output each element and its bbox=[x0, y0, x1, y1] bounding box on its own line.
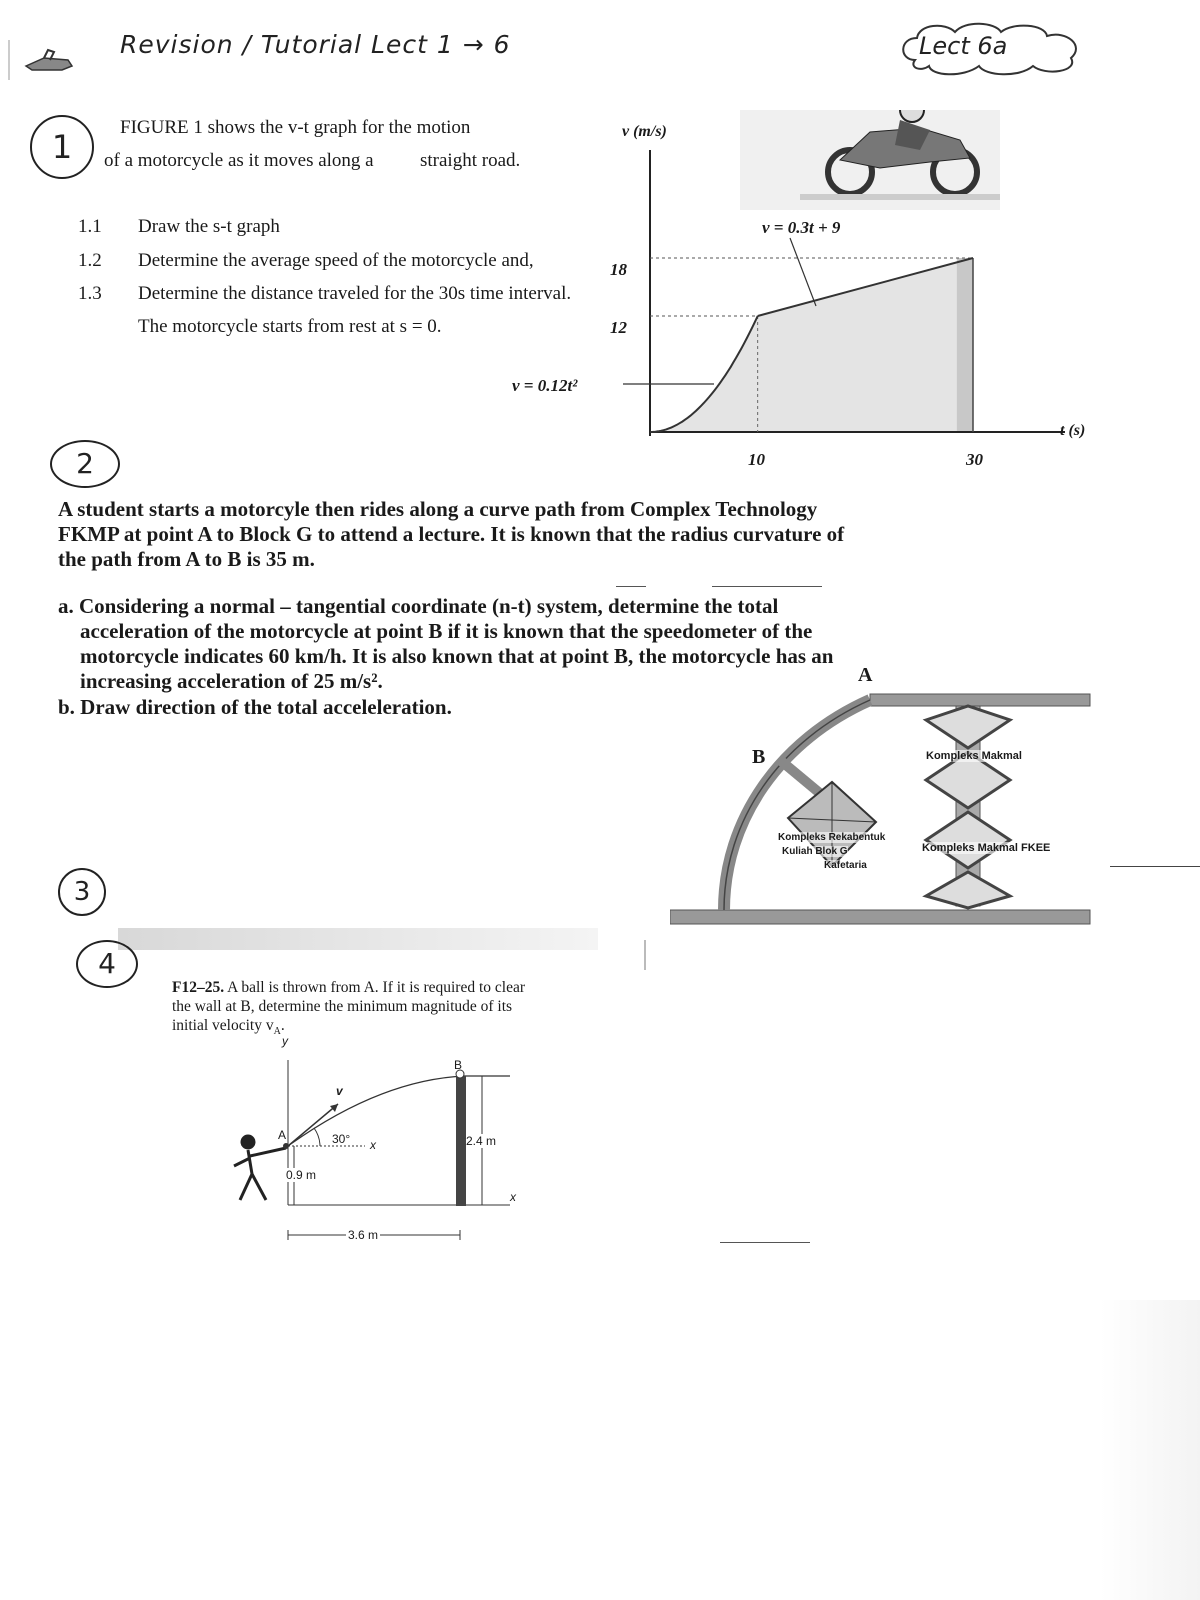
q1-item-3-text: Determine the distance traveled for the 30s time interval. bbox=[138, 283, 572, 304]
stray-line bbox=[720, 1242, 810, 1243]
y-axis-label: v (m/s) bbox=[622, 123, 667, 140]
annotation-quadratic: v = 0.12t² bbox=[512, 376, 578, 395]
fig-point-a: A bbox=[278, 1128, 287, 1142]
q4-marker: 4 bbox=[76, 940, 138, 988]
q2-part-a-line3: motorcycle indicates 60 km/h. It is also known that at point B, the motorcycle has an bbox=[80, 644, 834, 668]
q4-problem-line1: A ball is thrown from A. If it is required to clear bbox=[227, 979, 526, 996]
campus-map-svg bbox=[670, 670, 1100, 940]
q2-marker: 2 bbox=[50, 440, 120, 488]
q2-part-a-line2: acceleration of the motorcycle at point B if it is known that the speedometer of the bbox=[80, 619, 813, 643]
scan-edge bbox=[8, 40, 10, 80]
map-label-makmal-fkee: Kompleks Makmal FKEE bbox=[922, 842, 1051, 854]
scan-shadow-right bbox=[644, 940, 646, 970]
q1-item-3-num: 1.3 bbox=[78, 283, 102, 304]
annotation-linear: v = 0.3t + 9 bbox=[762, 218, 841, 237]
motorcycle-illustration bbox=[740, 110, 1000, 210]
cloud-note-text: Lect 6a bbox=[919, 32, 1008, 60]
page-header bbox=[0, 0, 1200, 90]
fig-x-axis: x bbox=[510, 1190, 516, 1204]
q1-note: The motorcycle starts from rest at s = 0. bbox=[138, 316, 442, 337]
stapler-logo-icon bbox=[22, 48, 78, 74]
map-label-kafetaria: Kafetaria bbox=[824, 860, 867, 871]
end-shade-band bbox=[957, 258, 973, 432]
q4-problem-line2: the wall at B, determine the minimum magnitude of its bbox=[172, 998, 513, 1015]
y-tick-12: 12 bbox=[610, 318, 627, 337]
fig-x-axis-dash: x bbox=[370, 1138, 376, 1152]
q4-problem-line3: initial velocity $v_A$. bbox=[172, 1017, 285, 1038]
q1-intro-line2a: of a motorcycle as it moves along a bbox=[104, 150, 374, 171]
pointer-linear bbox=[790, 238, 816, 306]
fig-velocity: v bbox=[336, 1084, 343, 1098]
map-point-a: A bbox=[858, 664, 873, 686]
fig-point-b: B bbox=[454, 1058, 463, 1072]
q2-para-line2: FKMP at point A to Block G to attend a lecture. It is known that the radius curvature of bbox=[58, 522, 845, 546]
q3-marker: 3 bbox=[58, 868, 106, 916]
q1-intro-line1: FIGURE 1 shows the v-t graph for the motion bbox=[120, 117, 471, 138]
x-axis-label: t (s) bbox=[1060, 422, 1086, 439]
q2-part-a-line1: a. Considering a normal – tangential coordinate (n-t) system, determine the total bbox=[58, 594, 779, 618]
x-tick-10: 10 bbox=[748, 450, 765, 469]
map-point-b: B bbox=[752, 746, 766, 768]
q4-problem-label: F12–25. bbox=[172, 979, 225, 996]
overline-mark bbox=[712, 586, 822, 587]
scan-edge-line bbox=[1110, 866, 1200, 867]
q2-para-line1: A student starts a motorcyle then rides along a curve path from Complex Technology bbox=[58, 497, 818, 521]
fig-y-axis: y bbox=[282, 1034, 288, 1048]
scan-shadow-bottom bbox=[1100, 1300, 1200, 1600]
fig-angle: 30° bbox=[332, 1132, 351, 1146]
q2-part-b: b. Draw direction of the total acceleleration. bbox=[58, 695, 452, 719]
q2-part-a-line4: increasing acceleration of 25 m/s². bbox=[80, 669, 383, 693]
y-tick-18: 18 bbox=[610, 260, 627, 279]
map-label-rekabentuk: Kompleks Rekabentuk bbox=[778, 832, 886, 843]
q4-problem bbox=[172, 978, 612, 997]
q1-item-2-num: 1.2 bbox=[78, 250, 102, 271]
cloud-note bbox=[895, 20, 1095, 76]
handwritten-title: Revision / Tutorial Lect 1 → 6 bbox=[120, 30, 511, 59]
vt-chart bbox=[500, 110, 1120, 490]
area-under-curve bbox=[650, 258, 973, 432]
q1-item-1-num: 1.1 bbox=[78, 216, 102, 237]
vt-chart-svg bbox=[500, 110, 1120, 490]
q1-marker: 1 bbox=[30, 115, 94, 179]
q2-para-line3: the path from A to B is 35 m. bbox=[58, 547, 315, 571]
q4-problem-sub: A bbox=[273, 1026, 281, 1038]
q4-problem-line3-text: initial velocity v bbox=[172, 1017, 274, 1034]
q1-intro-line2b: straight road. bbox=[420, 150, 521, 171]
map-label-makmal: Kompleks Makmal bbox=[926, 750, 1022, 762]
person-throwing-icon bbox=[234, 1136, 286, 1200]
q1-item-2-text: Determine the average speed of the motorcycle and, bbox=[138, 250, 534, 271]
projectile-figure-svg bbox=[220, 1040, 540, 1260]
fig-height-b: 2.4 m bbox=[466, 1134, 497, 1148]
campus-map bbox=[670, 664, 1100, 940]
map-label-blok-g: Kuliah Blok G bbox=[782, 846, 848, 857]
scan-shadow bbox=[118, 928, 598, 950]
fig-height-a: 0.9 m bbox=[286, 1168, 317, 1182]
fig-distance: 3.6 m bbox=[348, 1228, 379, 1242]
q1-item-1-text: Draw the s-t graph bbox=[138, 216, 280, 237]
projectile-figure bbox=[220, 1034, 540, 1260]
overline-mark bbox=[616, 586, 646, 587]
x-tick-30: 30 bbox=[966, 450, 983, 469]
